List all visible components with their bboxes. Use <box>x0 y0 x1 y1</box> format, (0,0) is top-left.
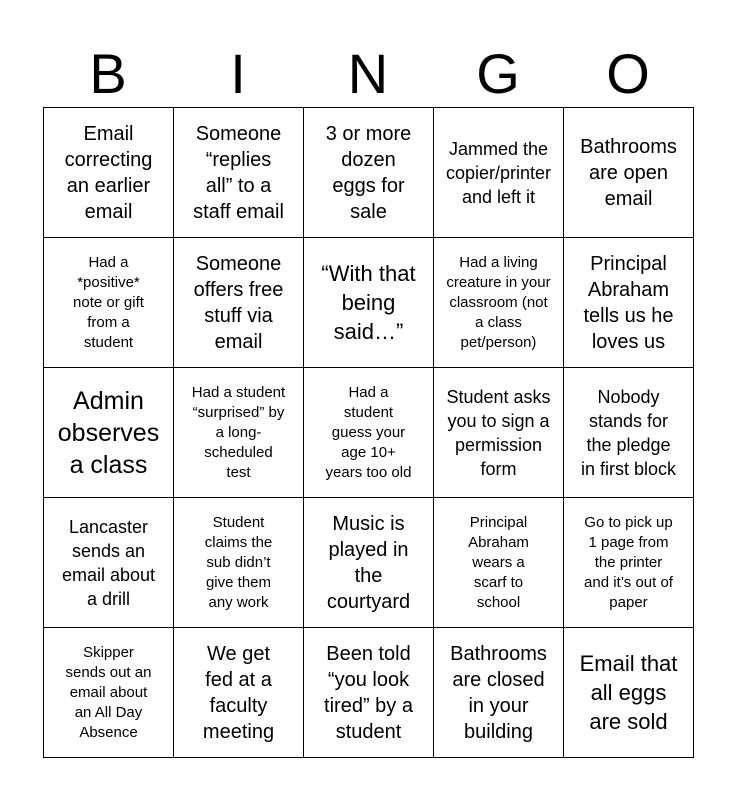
header-letter-b: B <box>89 42 127 105</box>
cell-text: Email that all eggs are sold <box>579 651 678 734</box>
cell-text: “With that being said…” <box>321 261 416 344</box>
cell-text: Principal Abraham wears a scarf to school <box>468 513 529 611</box>
bingo-cell[interactable] <box>174 498 304 628</box>
cell-text: Had a *positive* note or gift from a student <box>73 253 144 351</box>
cell-text: Had a living creature in your classroom (not a class pet/person) <box>446 253 551 351</box>
cell-text: Student claims the sub didn’t give them any work <box>204 513 273 611</box>
cell-text: Bathrooms are open email <box>580 135 677 210</box>
bingo-header <box>43 40 693 108</box>
bingo-cell[interactable] <box>44 498 174 628</box>
cell-text: Jammed the copier/printer and left it <box>445 138 552 207</box>
bingo-cell[interactable] <box>434 108 564 238</box>
cell-text: We get fed at a faculty meeting <box>202 642 275 743</box>
cell-text: Had a student “surprised” by a long- scheduled test <box>191 383 286 481</box>
bingo-cell[interactable] <box>44 108 174 238</box>
bingo-cell[interactable] <box>304 238 434 368</box>
cell-text: Been told “you look tired” by a student <box>324 642 413 743</box>
cell-text: Lancaster sends an email about a drill <box>61 516 156 609</box>
cell-text: Someone offers free stuff via email <box>193 252 284 353</box>
bingo-cell[interactable] <box>434 498 564 628</box>
cell-text: Skipper sends out an email about an All Day Absence <box>65 643 152 741</box>
cell-text: Someone “replies all” to a staff email <box>193 122 284 223</box>
bingo-cell[interactable] <box>564 628 694 758</box>
bingo-cell[interactable] <box>304 368 434 498</box>
bingo-cell[interactable] <box>44 238 174 368</box>
bingo-cell[interactable] <box>174 368 304 498</box>
bingo-board <box>43 107 694 758</box>
bingo-cell[interactable] <box>564 498 694 628</box>
bingo-cell[interactable] <box>564 108 694 238</box>
cell-text: Had a student guess your age 10+ years too old <box>325 383 412 481</box>
bingo-cell[interactable] <box>304 628 434 758</box>
bingo-cell[interactable] <box>434 238 564 368</box>
bingo-cell[interactable] <box>44 628 174 758</box>
bingo-cell[interactable] <box>174 108 304 238</box>
bingo-cell[interactable] <box>304 108 434 238</box>
cell-text: Nobody stands for the pledge in first block <box>580 386 677 479</box>
header-letter-g: G <box>476 42 520 105</box>
bingo-cell[interactable] <box>564 238 694 368</box>
header-letter-o: O <box>606 42 650 105</box>
cell-text: Go to pick up 1 page from the printer and it’s out of paper <box>584 513 673 611</box>
bingo-cell[interactable] <box>44 368 174 498</box>
bingo-cell[interactable] <box>304 498 434 628</box>
header-letter-n: N <box>347 42 389 105</box>
cell-text: Principal Abraham tells us he loves us <box>583 252 674 353</box>
cell-text: 3 or more dozen eggs for sale <box>325 122 412 223</box>
bingo-cell[interactable] <box>174 628 304 758</box>
cell-text: Bathrooms are closed in your building <box>450 642 547 743</box>
bingo-cell[interactable] <box>564 368 694 498</box>
bingo-cell[interactable] <box>434 368 564 498</box>
cell-text: Admin observes a class <box>57 386 160 479</box>
header-letter-i: I <box>230 42 246 105</box>
cell-text: Student asks you to sign a permission form <box>446 386 551 479</box>
bingo-cell[interactable] <box>174 238 304 368</box>
cell-text: Email correcting an earlier email <box>64 122 153 223</box>
cell-text: Music is played in the courtyard <box>326 512 411 613</box>
bingo-cell[interactable] <box>434 628 564 758</box>
